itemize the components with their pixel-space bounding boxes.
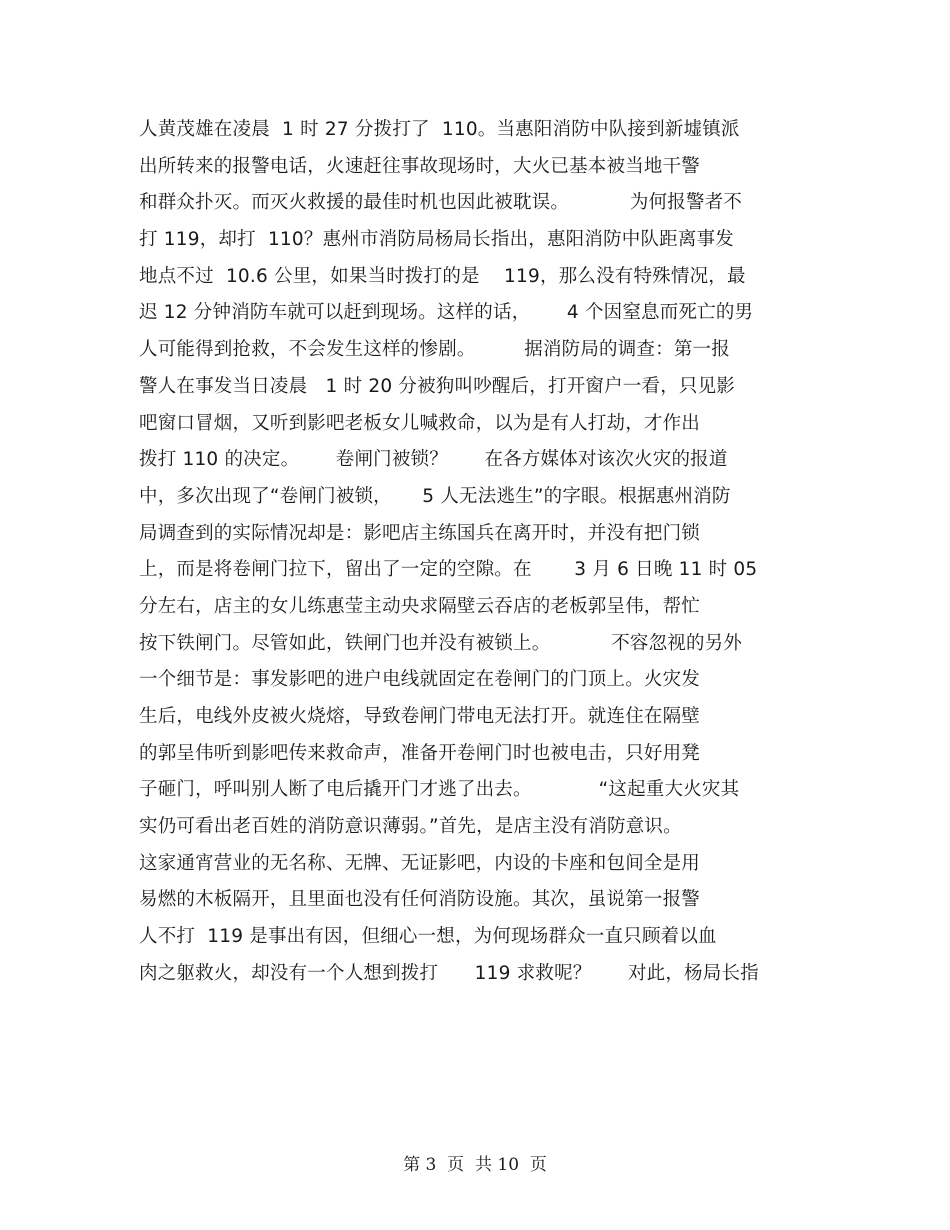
text-line: 人黄茂雄在凌晨 1 时 27 分拨打了 110。当惠阳消防中队接到新墟镇派: [139, 119, 740, 140]
text-line: 一个细节是：事发影吧的进户电线就固定在卷闸门的门顶上。火灾发: [139, 669, 701, 691]
text-line: 易燃的木板隔开，且里面也没有任何消防设施。其次，虽说第一报警: [139, 889, 701, 911]
page-number-footer: 第 3 页 共 10 页: [403, 1155, 547, 1175]
text-line: 按下铁闸门。尽管如此，铁闸门也并没有被锁上。 不容忽视的另外: [139, 632, 743, 654]
body-text: [139, 112, 799, 993]
text-line: 地点不过 10.6 公里，如果当时拨打的是 119，那么没有特殊情况，最: [139, 265, 746, 287]
text-line: 局调查到的实际情况却是：影吧店主练国兵在离开时，并没有把门锁: [139, 522, 701, 544]
text-line: 肉之躯救火，却没有一个人想到拨打 119 求救呢？ 对此，杨局长指: [139, 962, 759, 984]
text-line: 打 119，却打 110？惠州市消防局杨局长指出，惠阳消防中队距离事发: [139, 229, 734, 251]
text-line: 警人在事发当日凌晨 1 时 20 分被狗叫吵醒后，打开窗户一看，只见影: [139, 375, 735, 397]
text-line: 和群众扑灭。而灭火救援的最佳时机也因此被耽误。 为何报警者不: [139, 192, 743, 214]
text-line: 这家通宵营业的无名称、无牌、无证影吧，内设的卡座和包间全是用: [139, 852, 701, 874]
text-line: 人可能得到抢救，不会发生这样的惨剧。 据消防局的调查：第一报: [139, 339, 730, 361]
text-line: 实仍可看出老百姓的消防意识薄弱。”首先，是店主没有消防意识。: [139, 816, 682, 838]
text-line: 分左右，店主的女儿练惠莹主动央求隔壁云吞店的老板郭呈伟，帮忙: [139, 595, 701, 617]
text-line: 中，多次出现了“卷闸门被锁， 5 人无法逃生”的字眼。根据惠州消防: [139, 485, 731, 507]
text-line: 上，而是将卷闸门拉下，留出了一定的空隙。在 3 月 6 日晚 11 时 05: [139, 559, 758, 581]
text-line: 子砸门，呼叫别人断了电后撬开门才逃了出去。 “这起重大火灾其: [139, 779, 740, 801]
text-line: 迟 12 分钟消防车就可以赶到现场。这样的话， 4 个因窒息而死亡的男: [139, 302, 754, 324]
text-line: 吧窗口冒烟，又听到影吧老板女儿喊救命，以为是有人打劫，才作出: [139, 412, 701, 434]
text-line: 人不打 119 是事出有因，但细心一想，为何现场群众一直只顾着以血: [139, 926, 717, 948]
text-line: 生后，电线外皮被火烧熔，导致卷闸门带电无法打开。就连住在隔壁: [139, 706, 701, 727]
text-line: 出所转来的报警电话，火速赶往事故现场时，大火已基本被当地干警: [139, 155, 701, 177]
text-line: 的郭呈伟听到影吧传来救命声，准备开卷闸门时也被电击，只好用凳: [139, 742, 701, 764]
text-line: 拨打 110 的决定。 卷闸门被锁？ 在各方媒体对该次火灾的报道: [139, 449, 728, 471]
